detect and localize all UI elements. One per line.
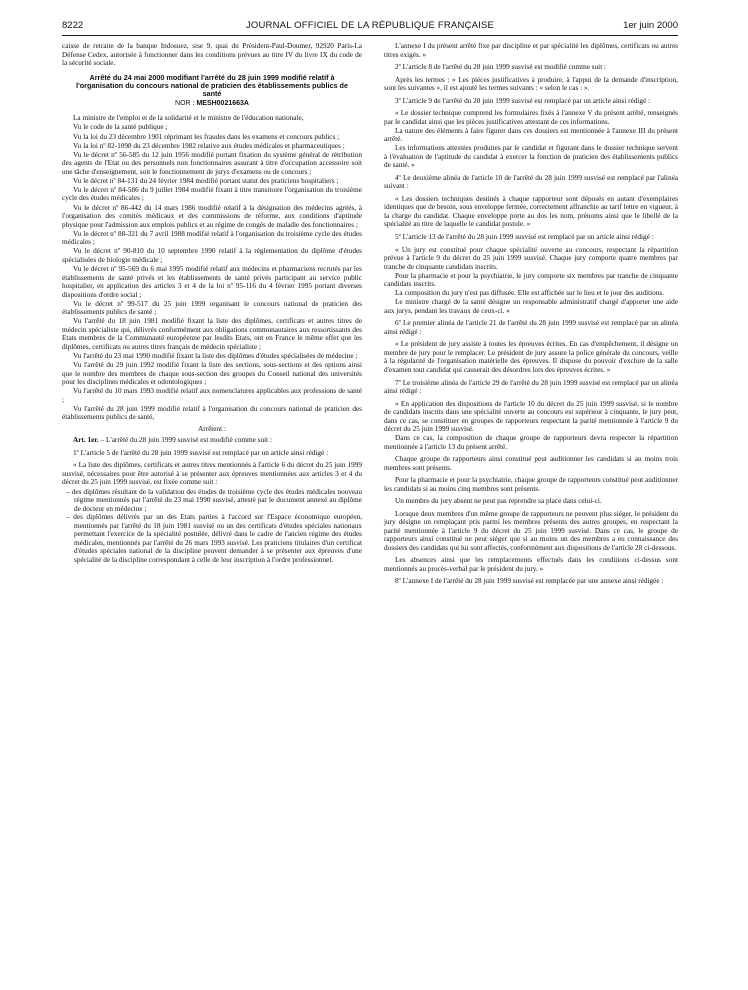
right-paragraph: La composition du jury n'est pas diffusée. Elle est affichée sur le lieu et le jour des auditions. xyxy=(395,289,665,298)
vu-item: Vu le décret nº 86-442 du 14 mars 1986 modifié relatif à la désignation des médecins agréés, à l'organisation des comités médicaux et des commissions de réforme, aux conditions d'aptitude physique pour l'admission aux emplois publics et au régime de congés de maladie des fonctionnaires ; xyxy=(62,203,362,229)
right-paragraph: « Les dossiers techniques destinés à chaque rapporteur sont déposés en autant d'exemplaires identiques que de besoin, sous enveloppe fermée, correctement affranchie au tarif lettre en vigueur, à la charge du candidat. Chaque enveloppe porte au dos les nom, prénoms ainsi que le libellé de la spécialité au titre de laquelle le candidat postule. » xyxy=(384,194,678,229)
vu-item: Vu le décret nº 84-131 du 24 février 1984 modifié portant statut des praticiens hospitaliers ; xyxy=(73,176,339,185)
right-paragraph: 2º L'article 8 de l'arrêté du 28 juin 1999 susvisé est modifié comme suit : xyxy=(395,63,607,72)
article-1 xyxy=(62,436,362,445)
vu-item: Vu le décret nº 84-586 du 9 juillet 1984 modifié fixant à titre transitoire l'organisation du troisième cycle des études médicales ; xyxy=(62,185,362,203)
vu-item: Vu la loi du 23 décembre 1901 réprimant les fraudes dans les examens et concours publics ; xyxy=(73,132,340,141)
right-paragraph: Un membre du jury absent ne peut pas reprendre sa place dans celui-ci. xyxy=(395,497,602,506)
vu-item: Vu le décret nº 99-517 du 25 juin 1999 organisant le concours national de praticien des établissements publics de santé ; xyxy=(62,299,362,317)
vu-list xyxy=(62,123,362,421)
minister-line: La ministre de l'emploi et de la solidarité et le ministre de l'éducation nationale, xyxy=(73,114,304,123)
page-number: 8222 xyxy=(62,20,84,31)
right-paragraph: « Un jury est constitué pour chaque spécialité ouverte au concours, respectant la répartition prévue à l'article 9 du décret du 25 juin 1999 susvisé. Chaque jury comporte quatre membres par tranche de cinquante candidats inscrits. xyxy=(384,245,678,271)
diploma-list xyxy=(62,488,362,565)
intro-paragraph: caisse de retraite de la banque Indosuez, sise 9, quai du Président-Paul-Doumer, 92920 Paris-La Défense Cedex, autorisée à fonctionner dans les conditions prévues au titre IV du livre IX du code de la sécurité sociale. xyxy=(62,42,362,68)
right-paragraph: La nature des éléments à faire figurer dans ces dossiers est mentionnée à l'annexe III du présent arrêté. xyxy=(384,126,678,144)
vu-item: Vu l'arrêté du 28 juin 1999 modifié relatif à l'organisation du concours national de praticien des établissements publics de santé, xyxy=(62,404,362,422)
article-1-label: Art. 1er. xyxy=(73,436,99,445)
vu-item: Vu le décret nº 90-810 du 10 septembre 1990 relatif à la réglementation du diplôme d'études spécialisées de biologie médicale ; xyxy=(62,247,362,264)
right-paragraph: Chaque groupe de rapporteurs ainsi constitué peut auditionner les candidats si au moins trois membres sont présents. xyxy=(384,455,678,472)
right-paragraph: Les absences ainsi que les remplacements effectués dans les conditions ci-dessus sont mentionnés au procès-verbal par le président du jury. » xyxy=(384,556,678,573)
issue-date: 1er juin 2000 xyxy=(623,20,678,31)
point-1: 1º L'article 5 de l'arrêté du 28 juin 1999 susvisé est remplacé par un article ainsi rédigé : xyxy=(73,448,329,457)
right-paragraph: L'annexe I du présent arrêté fixe par discipline et par spécialité les diplômes, certificats ou autres titres exigés. » xyxy=(384,42,678,59)
right-paragraph: 3º L'article 9 de l'arrêté du 28 juin 1999 susvisé est remplacé par un article ainsi rédigé : xyxy=(395,96,651,105)
right-paragraph: Après les termes : « Les pièces justificatives à produire, à l'appui de la demande d'inscription, sont les suivantes », il est ajouté les termes suivants : « selon le cas : ». xyxy=(384,75,678,93)
vu-item: Vu l'arrêté du 29 juin 1992 modifié fixant la liste des sections, sous-sections et des options ainsi que le nombre des membres de chaque sous-section des groupes du Conseil national des universités pour les disciplines médicales et odontologiques ; xyxy=(62,361,362,387)
vu-item: Vu le décret nº 56-585 du 12 juin 1956 modifié portant fixation du système général de rétribution des agents de l'Etat ou des personnels non fonctionnaires assurant à titre d'occupation accessoire soit une tâche d'enseignement, soit le fonctionnement de jurys d'examens ou de concours ; xyxy=(62,150,362,176)
nor-label: NOR : xyxy=(175,99,195,107)
journal-title: JOURNAL OFFICIEL DE LA RÉPUBLIQUE FRANÇAISE xyxy=(245,20,495,31)
diploma-list-item: – des diplômes résultant de la validation des études de troisième cycle des études médicales nouveau régime mentionnés par l'arrêté du 23 mai 1990 susvisé, attesté par le document annexé au diplôme de docteur en médecine ; xyxy=(62,488,362,514)
left-column xyxy=(62,42,362,564)
vu-item: Vu le décret nº 95-569 du 6 mai 1995 modifié relatif aux médecins et pharmaciens recrutés par les établissements de santé privés et les établissements de santé privés participant au service public hospitalier, en application des articles 3 et 4 de la loi nº 95-116 du 4 février 1995 portant diverses dispositions d'ordre social ; xyxy=(62,264,362,299)
right-paragraph: 6º Le premier alinéa de l'article 21 de l'arrêté du 28 juin 1999 susvisé est remplacé par un alinéa ainsi rédigé : xyxy=(384,319,678,336)
vu-item: Vu le code de la santé publique ; xyxy=(73,123,168,132)
nor-value: MESH0021663A xyxy=(196,99,249,107)
right-paragraph: 4º Le deuxième alinéa de l'article 10 de l'arrêté du 28 juin 1999 susvisé est remplacé par l'alinéa suivant : xyxy=(384,173,678,191)
right-paragraph: « Le dossier technique comprend les formulaires fixés à l'annexe V du présent arrêté, renseignés par le candidat ainsi que les pièces justificatives attestant de ces informations. xyxy=(384,109,678,126)
vu-item: Vu l'arrêté du 10 mars 1993 modifié relatif aux nomenclatures applicables aux professions de santé ; xyxy=(62,387,362,404)
header-rule xyxy=(62,35,678,36)
right-column xyxy=(384,42,678,587)
right-paragraph: Dans ce cas, la composition de chaque groupe de rapporteurs devra respecter la répartition mentionnée à l'article 13 du présent arrêté. xyxy=(384,434,678,451)
right-paragraph: 8º L'annexe I de l'arrêté du 28 juin 1999 susvisé est remplacée par une annexe ainsi rédigée : xyxy=(395,577,664,586)
right-paragraph: Le ministre chargé de la santé désigne un responsable administratif chargé d'apporter une aide aux jurys, pendant les travaux de ceux-ci. » xyxy=(384,298,678,315)
diploma-list-item: – des diplômes délivrés par un des Etats parties à l'accord sur l'Espace économique européen, mentionnés par l'arrêté du 18 juin 1981 susvisé ou un des certificats d'études spéciales nationaux permettant l'exercice de la spécialité postulée, délivré dans le cadre de l'ancien régime des études médicales, mentionnés par l'arrêté du 26 mars 1993 susvisé. Les praticiens titulaires d'un certificat d'études spéciales national de la discipline peuvent demander à se présenter aux épreuves d'une spécialité de la discipline correspondant à celle de leur inscription à l'ordre professionnel. xyxy=(62,513,362,564)
right-paragraph: Lorsque deux membres d'un même groupe de rapporteurs ne peuvent plus siéger, le président du jury désigne un remplaçant pris parmi les membres présents des autres groupes, en respectant la parité mentionnée à l'article 9 du décret du 25 juin 1999 susvisé. Dans ce cas, le groupe de rapporteurs ainsi constitué ne peut siéger que si au moins un des membres a eu connaissance des dossiers des candidats qui lui sont affectés, conformément aux dispositions de l'article 28 ci-dessous. xyxy=(384,509,678,552)
right-paragraph: 7º Le troisième alinéa de l'article 29 de l'arrêté du 28 juin 1999 susvisé est remplacé par un alinéa ainsi rédigé : xyxy=(384,378,678,396)
page-header xyxy=(62,20,678,34)
decree-title: Arrêté du 24 mai 2000 modifiant l'arrêté du 28 juin 1999 modifié relatif à l'organisation du concours national de praticien des établissements publics de santé xyxy=(75,72,349,99)
vu-item: Vu l'arrêté du 23 mai 1990 modifié fixant la liste des diplômes d'études spécialisées de médecine ; xyxy=(73,351,358,360)
quote-1: « La liste des diplômes, certificats et autres titres mentionnés à l'article 6 du décret du 25 juin 1999 susvisé, nécessaires pour être autorisé à se présenter aux épreuves mentionnées aux articles 3 et 4 du décret du 25 juin 1999 susvisé, est fixée comme suit : xyxy=(62,461,362,487)
right-paragraph: Les informations attestées produites par le candidat et figurant dans le dossier technique servent à l'évaluation de l'aptitude du candidat à exercer la fonction de praticien des établissements publics de santé. » xyxy=(384,144,678,170)
right-paragraph: Pour la pharmacie et pour la psychiatrie, chaque groupe de rapporteurs constitué peut auditionner les candidats si au moins cinq membres sont présents. xyxy=(384,476,678,493)
vu-item: Vu l'arrêté du 18 juin 1981 modifié fixant la liste des diplômes, certificats et autres titres de médecin spécialiste qui, délivrés conformément aux obligations communautaires aux ressortissants des Etats membres de la Communauté européenne par lesdits Etats, ont en France le même effet que les diplômes, certificats ou autres titres français de médecin spécialiste ; xyxy=(62,317,362,351)
right-paragraph: Pour la pharmacie et pour la psychiatrie, le jury comporte six membres par tranche de cinquante candidats inscrits. xyxy=(384,271,678,289)
arretent-heading: Arrêtent : xyxy=(198,424,226,433)
right-paragraph: « En application des dispositions de l'article 10 du décret du 25 juin 1999 susvisé, si le nombre de candidats inscrits dans une spécialité ouverte au concours est supérieur à cinquante, le jury peut, dans ce cas, se constituer en groupes de rapporteurs respectant la parité mentionnée à l'article 9 du décret du 25 juin 1999 susvisé. xyxy=(384,399,678,434)
vu-item: Vu le décret nº 88-321 du 7 avril 1988 modifié relatif à l'organisation du troisième cycle des études médicales ; xyxy=(62,229,362,247)
right-paragraph: « Le président de jury assiste à toutes les épreuves écrites. En cas d'empêchement, il désigne un membre de jury pour le remplacer. Le président de jury assure la police générale du concours, veille à la régularité de l'organisation matérielle des épreuves. Il dispose du pouvoir d'exclure de la salle d'examen tout candidat qui causerait des désordres lors des épreuves écrites. » xyxy=(384,340,678,374)
right-paragraph: 5º L'article 13 de l'arrêté du 28 juin 1999 susvisé est remplacé par un article ainsi rédigé : xyxy=(395,232,654,241)
article-1-text: – L'arrêté du 28 juin 1999 susvisé est modifié comme suit : xyxy=(98,436,272,445)
vu-item: Vu la loi nº 82-1098 du 23 décembre 1982 relative aux études médicales et pharmaceutiques ; xyxy=(73,141,345,150)
nor-reference xyxy=(62,100,362,109)
